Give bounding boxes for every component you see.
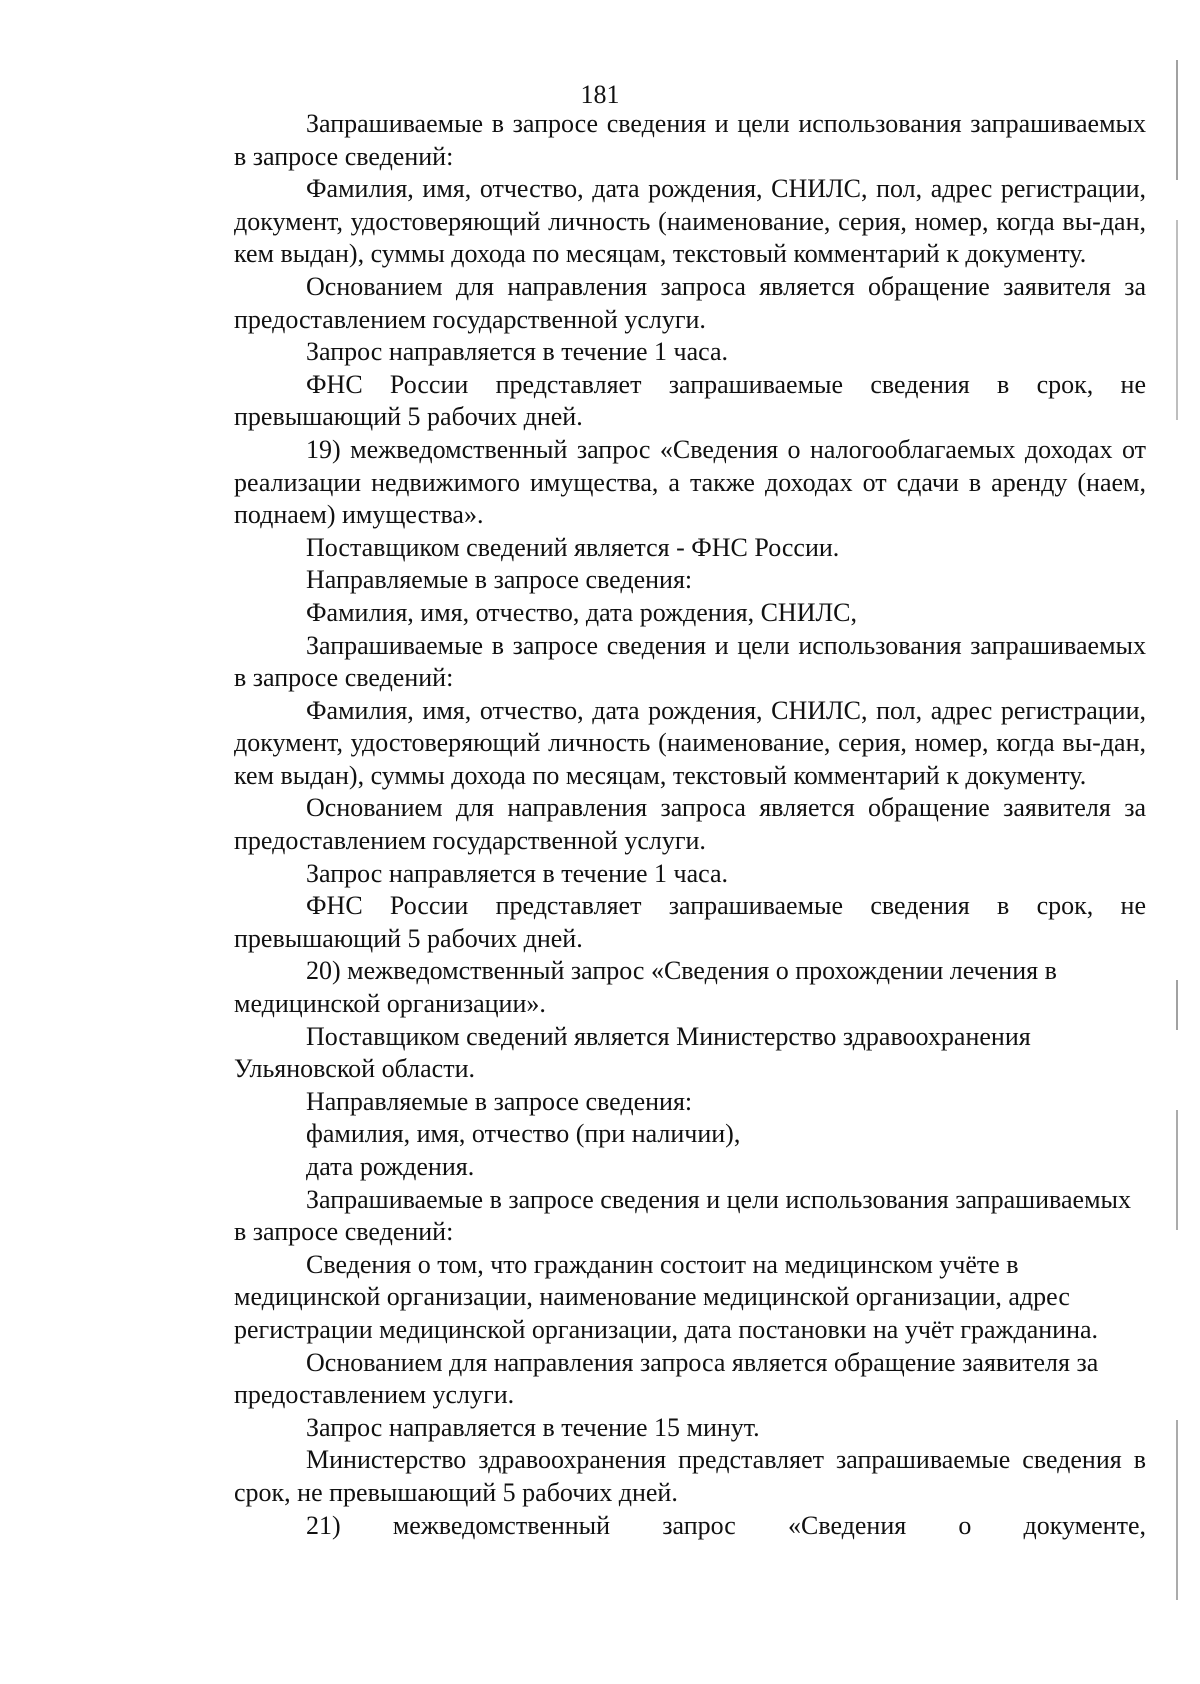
paragraph: ФНС России представляет запрашиваемые сведения в срок, не превышающий 5 рабочих дней. — [234, 891, 1146, 953]
paragraph: Запрос направляется в течение 1 часа. — [306, 858, 729, 888]
paragraph: Фамилия, имя, отчество, дата рождения, СНИЛС, пол, адрес регистрации, документ, удостоверяющий личность (наименование, серия, номер, когда вы-дан, кем выдан), суммы дохода по месяцам, текстовый комментарий к документу. — [234, 695, 1146, 790]
scan-edge-mark — [1176, 60, 1178, 180]
paragraph: Запрашиваемые в запросе сведения и цели использования запрашиваемых в запросе сведений: — [234, 630, 1146, 693]
paragraph: Запрос направляется в течение 1 часа. — [306, 337, 729, 367]
scan-edge-mark — [1176, 220, 1178, 420]
paragraph: ФНС России представляет запрашиваемые сведения в срок, не превышающий 5 рабочих дней. — [234, 369, 1146, 432]
paragraph: Запрос направляется в течение 15 минут. — [306, 1412, 760, 1442]
paragraph: Поставщиком сведений является - ФНС России. — [306, 532, 840, 562]
paragraph: Сведения о том, что гражданин состоит на медицинском учёте в медицинской организации, наименование медицинской организации, адрес регистрации медицинской организации, дата постановки на учёт гражданина. — [234, 1249, 1099, 1344]
paragraph: Основанием для направления запроса является обращение заявителя за предоставлением государственной услуги. — [234, 793, 1146, 856]
document-body — [234, 108, 1146, 1542]
paragraph: Фамилия, имя, отчество, дата рождения, СНИЛС, — [306, 597, 857, 627]
scan-edge-mark — [1176, 1110, 1178, 1230]
paragraph: Основанием для направления запроса является обращение заявителя за предоставлением государственной услуги. — [234, 271, 1146, 334]
paragraph: 21) межведомственный запрос «Сведения о документе, — [306, 1510, 1146, 1540]
scan-edge-mark — [1176, 1420, 1178, 1600]
paragraph: Направляемые в запросе сведения: — [306, 565, 693, 595]
paragraph: Основанием для направления запроса является обращение заявителя за предоставлением услуги. — [234, 1347, 1099, 1410]
paragraph: 20) межведомственный запрос «Сведения о прохождении лечения в медицинской организации». — [234, 956, 1057, 1019]
paragraph: фамилия, имя, отчество (при наличии), — [306, 1119, 741, 1149]
paragraph: дата рождения. — [306, 1152, 475, 1181]
paragraph: Запрашиваемые в запросе сведения и цели использования запрашиваемых в запросе сведений: — [234, 109, 1146, 171]
scan-edge-mark — [1176, 980, 1178, 1030]
paragraph: Поставщиком сведений является Министерство здравоохранения Ульяновской области. — [234, 1021, 1031, 1084]
page-number: 181 — [580, 80, 620, 109]
paragraph: Направляемые в запросе сведения: — [306, 1086, 693, 1116]
paragraph: Запрашиваемые в запросе сведения и цели использования запрашиваемых в запросе сведений: — [234, 1184, 1131, 1247]
paragraph: 19) межведомственный запрос «Сведения о налогооблагаемых доходах от реализации недвижимого имущества, а также доходах от сдачи в аренду (наем, поднаем) имущества». — [234, 434, 1146, 530]
paragraph: Министерство здравоохранения представляет запрашиваемые сведения в срок, не превышающий 5 рабочих дней. — [234, 1445, 1146, 1507]
paragraph: Фамилия, имя, отчество, дата рождения, СНИЛС, пол, адрес регистрации, документ, удостоверяющий личность (наименование, серия, номер, когда вы-дан, кем выдан), суммы дохода по месяцам, текстовый комментарий к документу. — [234, 174, 1146, 269]
